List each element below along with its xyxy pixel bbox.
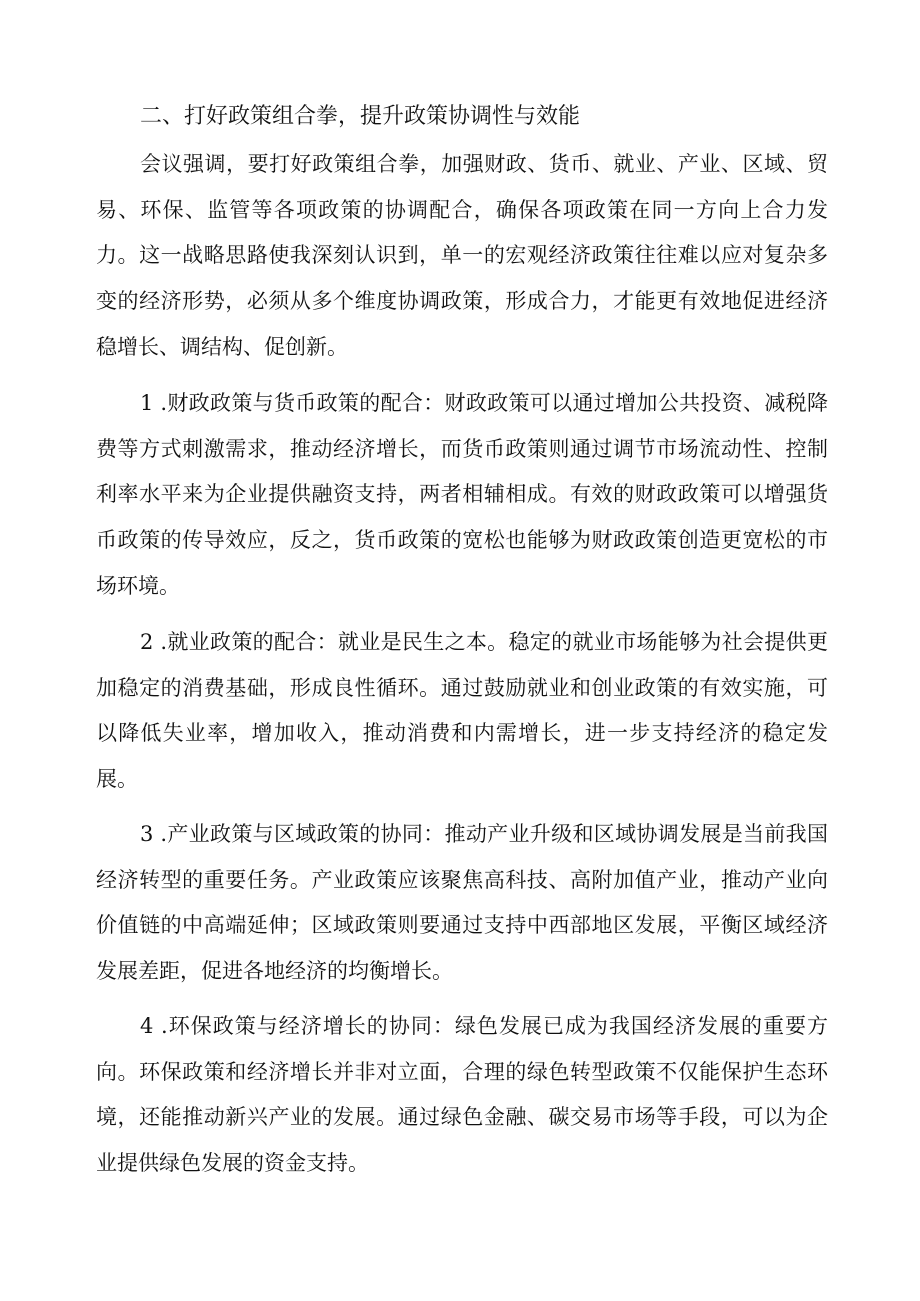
section-title: 二、打好政策组合拳，提升政策协调性与效能 xyxy=(140,104,581,129)
paragraph-intro: 会议强调，要打好政策组合拳，加强财政、货币、就业、产业、区域、贸易、环保、监管等各项政策的协调配合，确保各项政策在同一方向上合力发力。这一战略思路使我深刻认识到，单一的宏观经济政策往往难以应对复杂多变的经济形势，必须从多个维度协调政策，形成合力，才能更有效地促进经济稳增长、调结构、促创新。 xyxy=(96,152,828,359)
paragraph-fiscal-monetary: 1 .财政政策与货币政策的配合：财政政策可以通过增加公共投资、减税降费等方式刺激需求，推动经济增长，而货币政策则通过调节市场流动性、控制利率水平来为企业提供融资支持，两者相辅相成。有效的财政政策可以增强货币政策的传导效应，反之，货币政策的宽松也能够为财政政策创造更宽松的市场环境。 xyxy=(96,391,828,598)
paragraph-industry-region: 3 .产业政策与区域政策的协同：推动产业升级和区域协调发展是当前我国经济转型的重要任务。产业政策应该聚焦高科技、高附加值产业，推动产业向价值链的中高端延伸；区域政策则要通过支持中西部地区发展，平衡区域经济发展差距，促进各地经济的均衡增长。 xyxy=(96,822,828,984)
paragraph-environment: 4 .环保政策与经济增长的协同：绿色发展已成为我国经济发展的重要方向。环保政策和经济增长并非对立面，合理的绿色转型政策不仅能保护生态环境，还能推动新兴产业的发展。通过绿色金融、碳交易市场等手段，可以为企业提供绿色发展的资金支持。 xyxy=(96,1014,828,1176)
paragraph-employment: 2 .就业政策的配合：就业是民生之本。稳定的就业市场能够为社会提供更加稳定的消费基础，形成良性循环。通过鼓励就业和创业政策的有效实施，可以降低失业率，增加收入，推动消费和内需增长，进一步支持经济的稳定发展。 xyxy=(96,630,828,792)
